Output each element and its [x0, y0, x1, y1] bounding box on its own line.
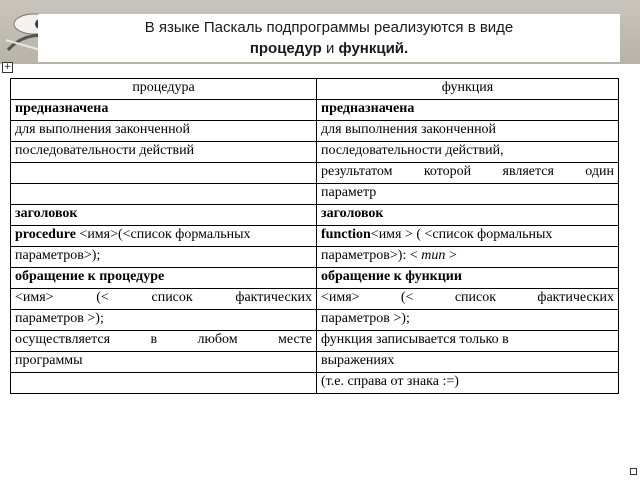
table-row [11, 331, 619, 352]
function-type: тип [421, 248, 446, 263]
cell-right: <имя> (< список фактических [317, 289, 619, 310]
cell-right: параметров >); [317, 310, 619, 331]
cell-left: параметров>); [11, 247, 317, 268]
table-row [11, 310, 619, 331]
cell-left: программы [11, 352, 317, 373]
cell-right [317, 247, 619, 268]
function-signature: <имя > ( <список формальных [370, 227, 553, 242]
table-row [11, 289, 619, 310]
table-row [11, 100, 619, 121]
table-row [11, 352, 619, 373]
table-row [11, 373, 619, 394]
table-move-handle-icon[interactable]: + [3, 62, 12, 72]
table-row [11, 142, 619, 163]
title-bold-procedures: процедур [249, 40, 322, 57]
cell-right: заголовок [317, 205, 619, 226]
table-row [11, 247, 619, 268]
title-line1: В языке Паскаль подпрограммы реализуются в виде [144, 19, 514, 36]
cell-right: предназначена [317, 100, 619, 121]
cell-left: осуществляется в любом месте [11, 331, 317, 352]
title-bold-functions: функций. [338, 40, 409, 57]
cell-left: параметров >); [11, 310, 317, 331]
slide-title [38, 14, 620, 62]
cell-right: параметр [317, 184, 619, 205]
table-row [11, 121, 619, 142]
cell-right: функция записывается только в [317, 331, 619, 352]
cell-right: обращение к функции [317, 268, 619, 289]
cell-right: для выполнения законченной [317, 121, 619, 142]
cell-left: последовательности действий [11, 142, 317, 163]
table-row [11, 205, 619, 226]
header-procedure: процедура [11, 79, 317, 100]
cell-right: результатом которой является один [317, 163, 619, 184]
cell-right: (т.е. справа от знака :=) [317, 373, 619, 394]
cell-left: для выполнения законченной [11, 121, 317, 142]
cell-right: выражениях [317, 352, 619, 373]
table-row [11, 184, 619, 205]
function-params: параметров>): < [321, 248, 422, 263]
table-resize-handle-icon[interactable] [630, 468, 637, 475]
table-row [11, 268, 619, 289]
keyword-function: function [321, 227, 371, 242]
cell-left [11, 373, 317, 394]
title-and: и [325, 40, 335, 57]
function-params-end: > [445, 248, 457, 263]
table-row [11, 226, 619, 247]
cell-left [11, 163, 317, 184]
comparison-table [10, 78, 619, 394]
table-row [11, 79, 619, 100]
cell-right [317, 226, 619, 247]
cell-left [11, 184, 317, 205]
cell-right: последовательности действий, [317, 142, 619, 163]
keyword-procedure: procedure [15, 227, 76, 242]
slide-header-bar [0, 0, 640, 64]
header-function: функция [317, 79, 619, 100]
cell-left [11, 226, 317, 247]
cell-left: заголовок [11, 205, 317, 226]
cell-left: предназначена [11, 100, 317, 121]
cell-left: обращение к процедуре [11, 268, 317, 289]
table-row [11, 163, 619, 184]
procedure-signature: <имя>(<список формальных [75, 227, 251, 242]
cell-left: <имя> (< список фактических [11, 289, 317, 310]
